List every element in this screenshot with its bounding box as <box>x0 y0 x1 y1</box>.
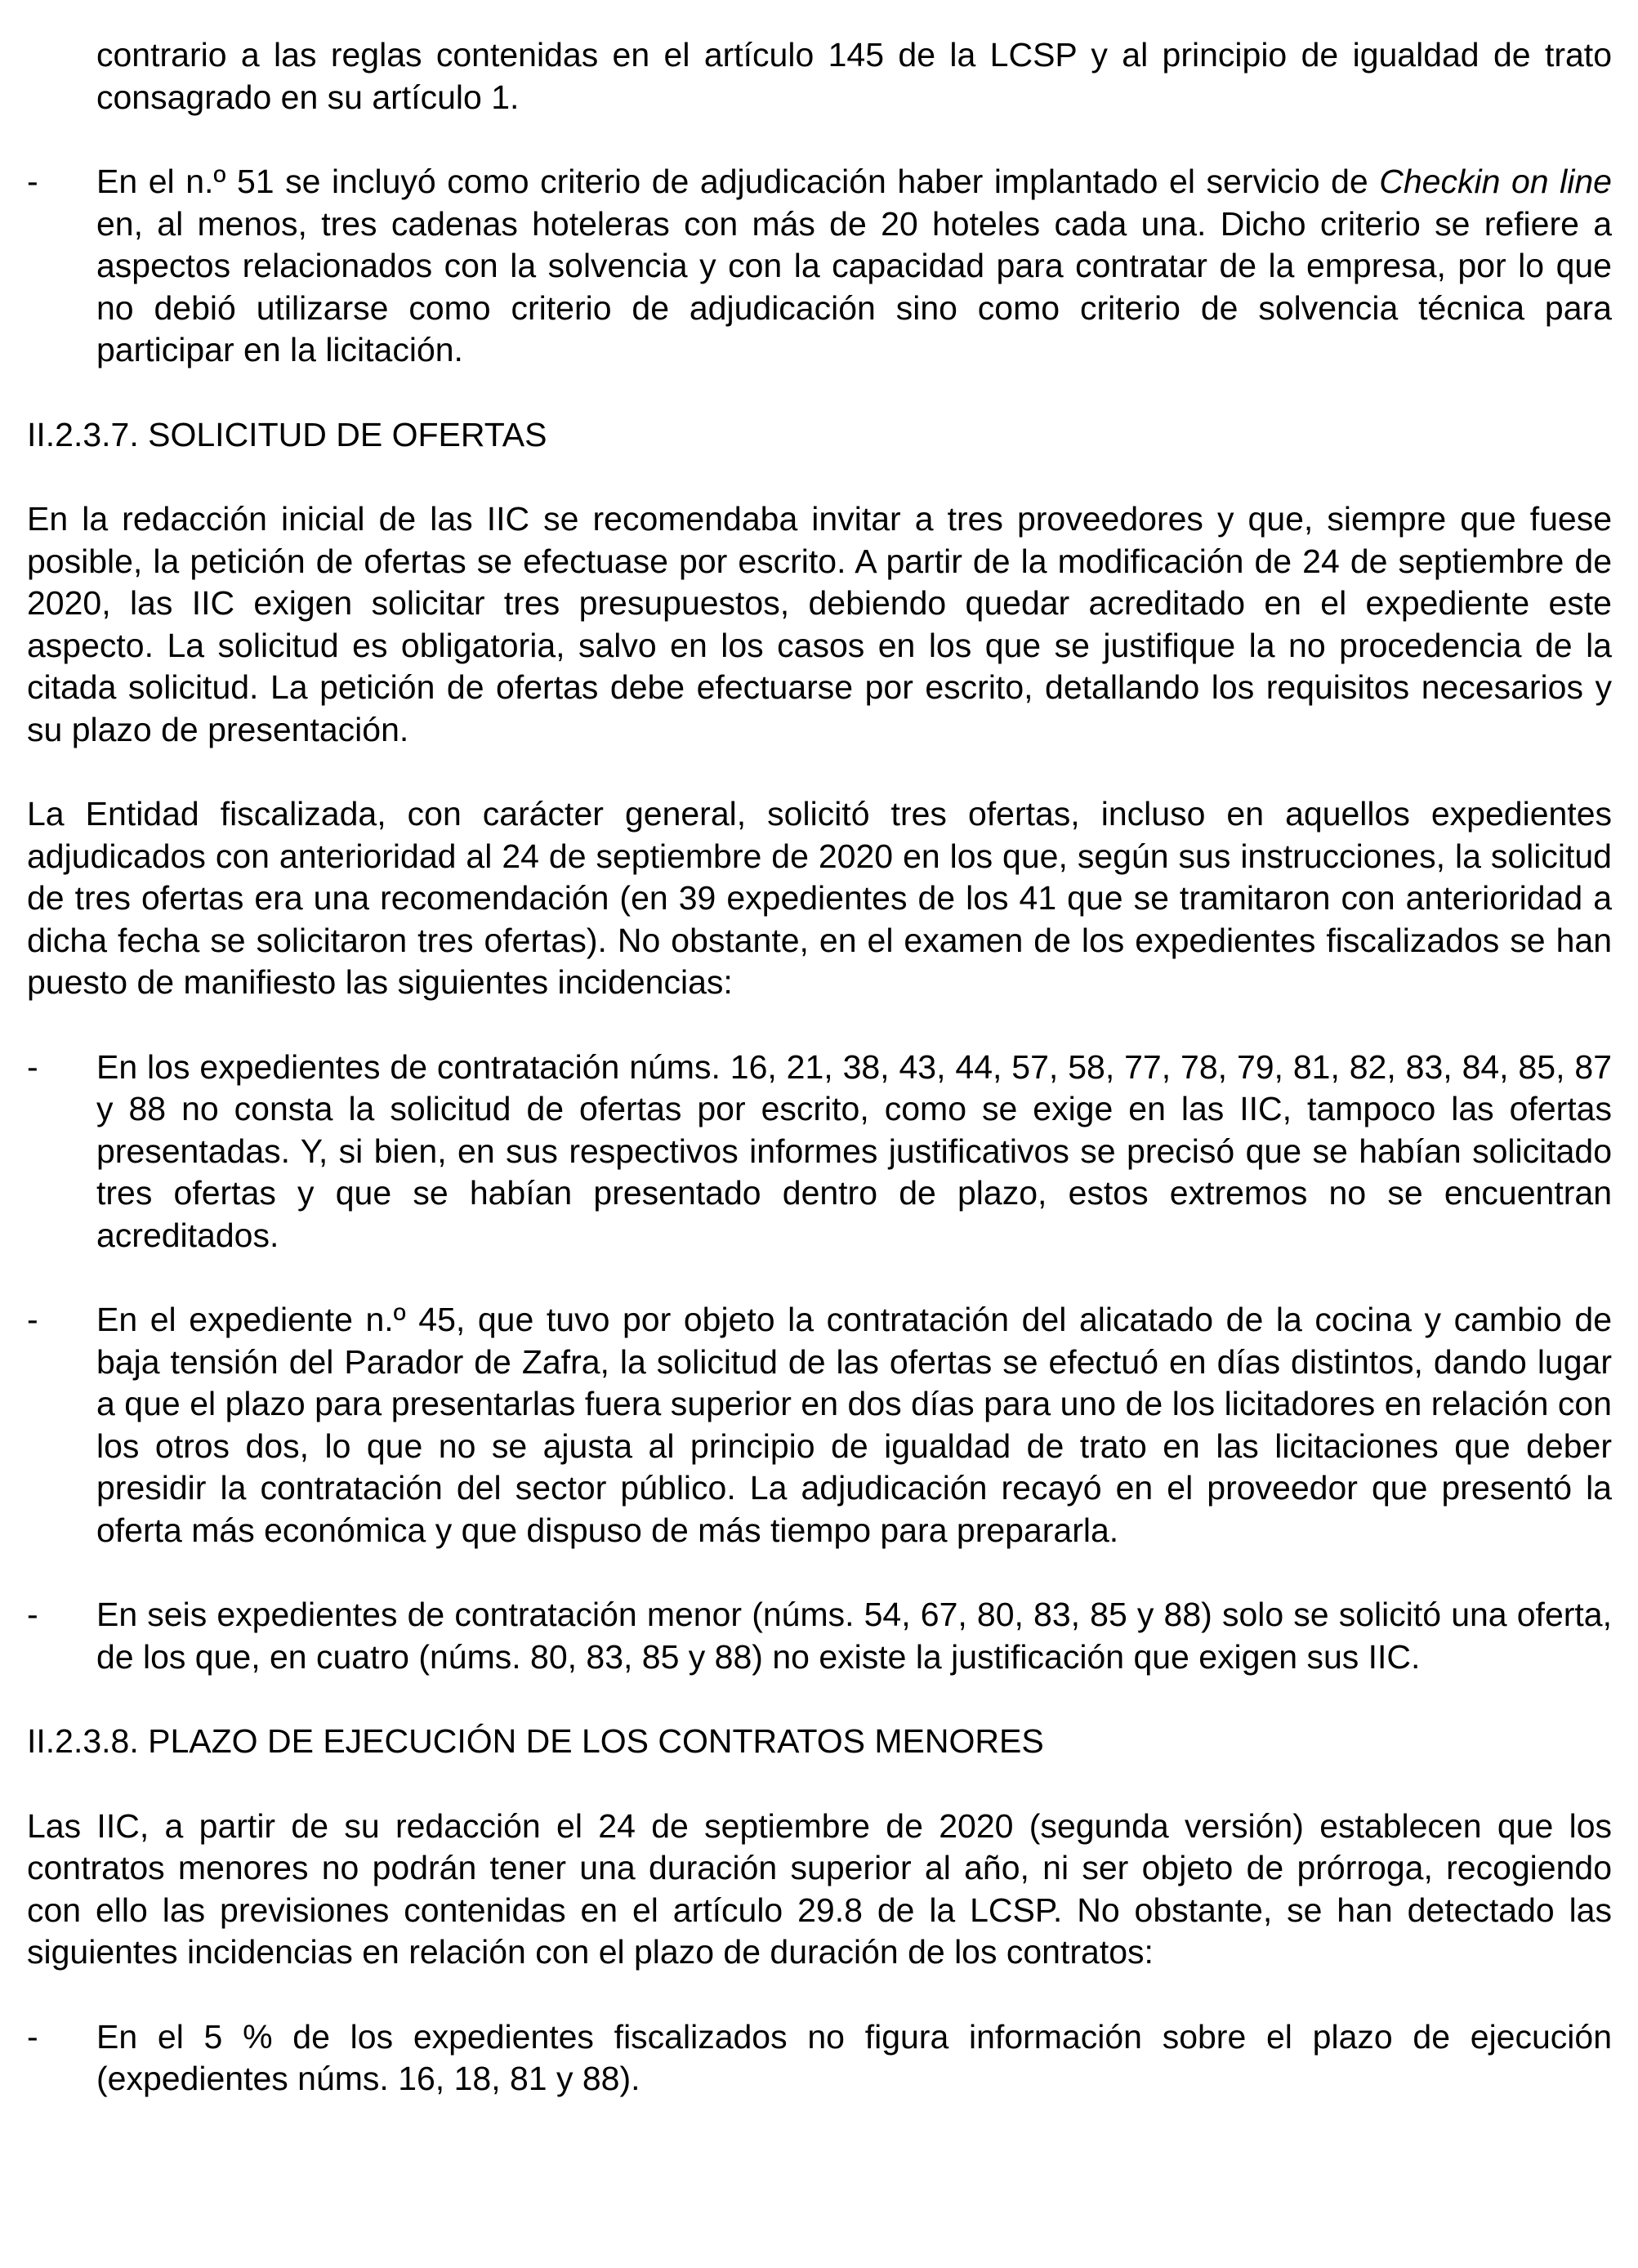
paragraph-solicitud-1: En la redacción inicial de las IIC se recomendaba invitar a tres proveedores y que, siempre que fuese posible, la petición de ofertas se efectuase por escrito. A partir de la modificación de 24 de septiembre de 2020, las IIC exigen solicitar tres presupuestos, debiendo quedar acreditado en el expediente este aspecto. La solicitud es obligatoria, salvo en los casos en los que se justifique la no procedencia de la citada solicitud. La petición de ofertas debe efectuarse por escrito, detallando los requisitos necesarios y su plazo de presentación. <box>27 500 1612 748</box>
bullet-dash: - <box>27 163 38 200</box>
bullet-dash: - <box>27 2017 38 2056</box>
bullet-dash: - <box>27 1596 38 1633</box>
section-heading-solicitud-ofertas: II.2.3.7. SOLICITUD DE OFERTAS <box>27 415 547 453</box>
bullet-51-text-after: en, al menos, tres cadenas hoteleras con más de 20 hoteles cada una. Dicho criterio se refiere a aspectos relacionados con la solvencia y con la capacidad para contratar de la empresa, por lo que no debió utilizarse como criterio de adjudicación sino como criterio de solvencia técnica para participar en la licitación. <box>96 204 1612 368</box>
document-page <box>27 34 1612 2101</box>
section-heading-plazo-ejecucion: II.2.3.8. PLAZO DE EJECUCIÓN DE LOS CONTRATOS MENORES <box>27 1722 1044 1760</box>
bullet-item-solicitud-2 <box>27 1299 1612 1551</box>
bullet-text: En el 5 % de los expedientes fiscalizados no figura información sobre el plazo de ejecución (expedientes núms. 16, 18, 81 y 88). <box>96 2017 1612 2097</box>
bullet-51-text-before: En el n.º 51 se incluyó como criterio de adjudicación haber implantado el servicio de <box>96 163 1380 200</box>
bullet-item-plazo-1 <box>27 2016 1612 2101</box>
bullet-item-51 <box>27 161 1612 372</box>
bullet-text: En seis expedientes de contratación menor (núms. 54, 67, 80, 83, 85 y 88) solo se solicitó una oferta, de los que, en cuatro (núms. 80, 83, 85 y 88) no existe la justificación que exigen sus IIC. <box>96 1596 1612 1676</box>
paragraph-solicitud-2: La Entidad fiscalizada, con carácter general, solicitó tres ofertas, incluso en aquellos expedientes adjudicados con anterioridad al 24 de septiembre de 2020 en los que, según sus instrucciones, la solicitud de tres ofertas era una recomendación (en 39 expedientes de los 41 que se tramitaron con anterioridad a dicha fecha se solicitaron tres ofertas). No obstante, en el examen de los expedientes fiscalizados se han puesto de manifiesto las siguientes incidencias: <box>27 795 1612 1001</box>
paragraph-plazo-1: Las IIC, a partir de su redacción el 24 de septiembre de 2020 (segunda versión) establecen que los contratos menores no podrán tener una duración superior al año, ni ser objeto de prórroga, recogiendo con ello las previsiones contenidas en el artículo 29.8 de la LCSP. No obstante, se han detectado las siguientes incidencias en relación con el plazo de duración de los contratos: <box>27 1806 1612 1971</box>
bullet-item-solicitud-1 <box>27 1047 1612 1257</box>
bullet-text: En los expedientes de contratación núms. 16, 21, 38, 43, 44, 57, 58, 77, 78, 79, 81, 82, 83, 84, 85, 87 y 88 no consta la solicitud de ofertas por escrito, como se exige en las IIC, tampoco las ofertas presentadas. Y, si bien, en sus respectivos informes justificativos se precisó que se habían solicitado tres ofertas y que se habían presentado dentro de plazo, estos extremos no se encuentran acreditados. <box>96 1047 1612 1254</box>
bullet-text: En el expediente n.º 45, que tuvo por objeto la contratación del alicatado de la cocina y cambio de baja tensión del Parador de Zafra, la solicitud de las ofertas se efectuó en días distintos, dando lugar a que el plazo para presentarlas fuera superior en dos días para uno de los licitadores en relación con los otros dos, lo que no se ajusta al principio de igualdad de trato en las licitaciones que deber presidir la contratación del sector público. La adjudicación recayó en el proveedor que presentó la oferta más económica y que dispuso de más tiempo para prepararla. <box>96 1301 1612 1549</box>
bullet-item-solicitud-3 <box>27 1594 1612 1678</box>
continuation-text: contrario a las reglas contenidas en el artículo 145 de la LCSP y al principio de igualdad de trato consagrado en su artículo 1. <box>96 36 1612 116</box>
bullet-dash: - <box>27 1301 38 1338</box>
bullet-51-text <box>96 161 1612 372</box>
checkin-online-term: Checkin on line <box>1379 163 1612 200</box>
bullet-dash: - <box>27 1047 38 1086</box>
